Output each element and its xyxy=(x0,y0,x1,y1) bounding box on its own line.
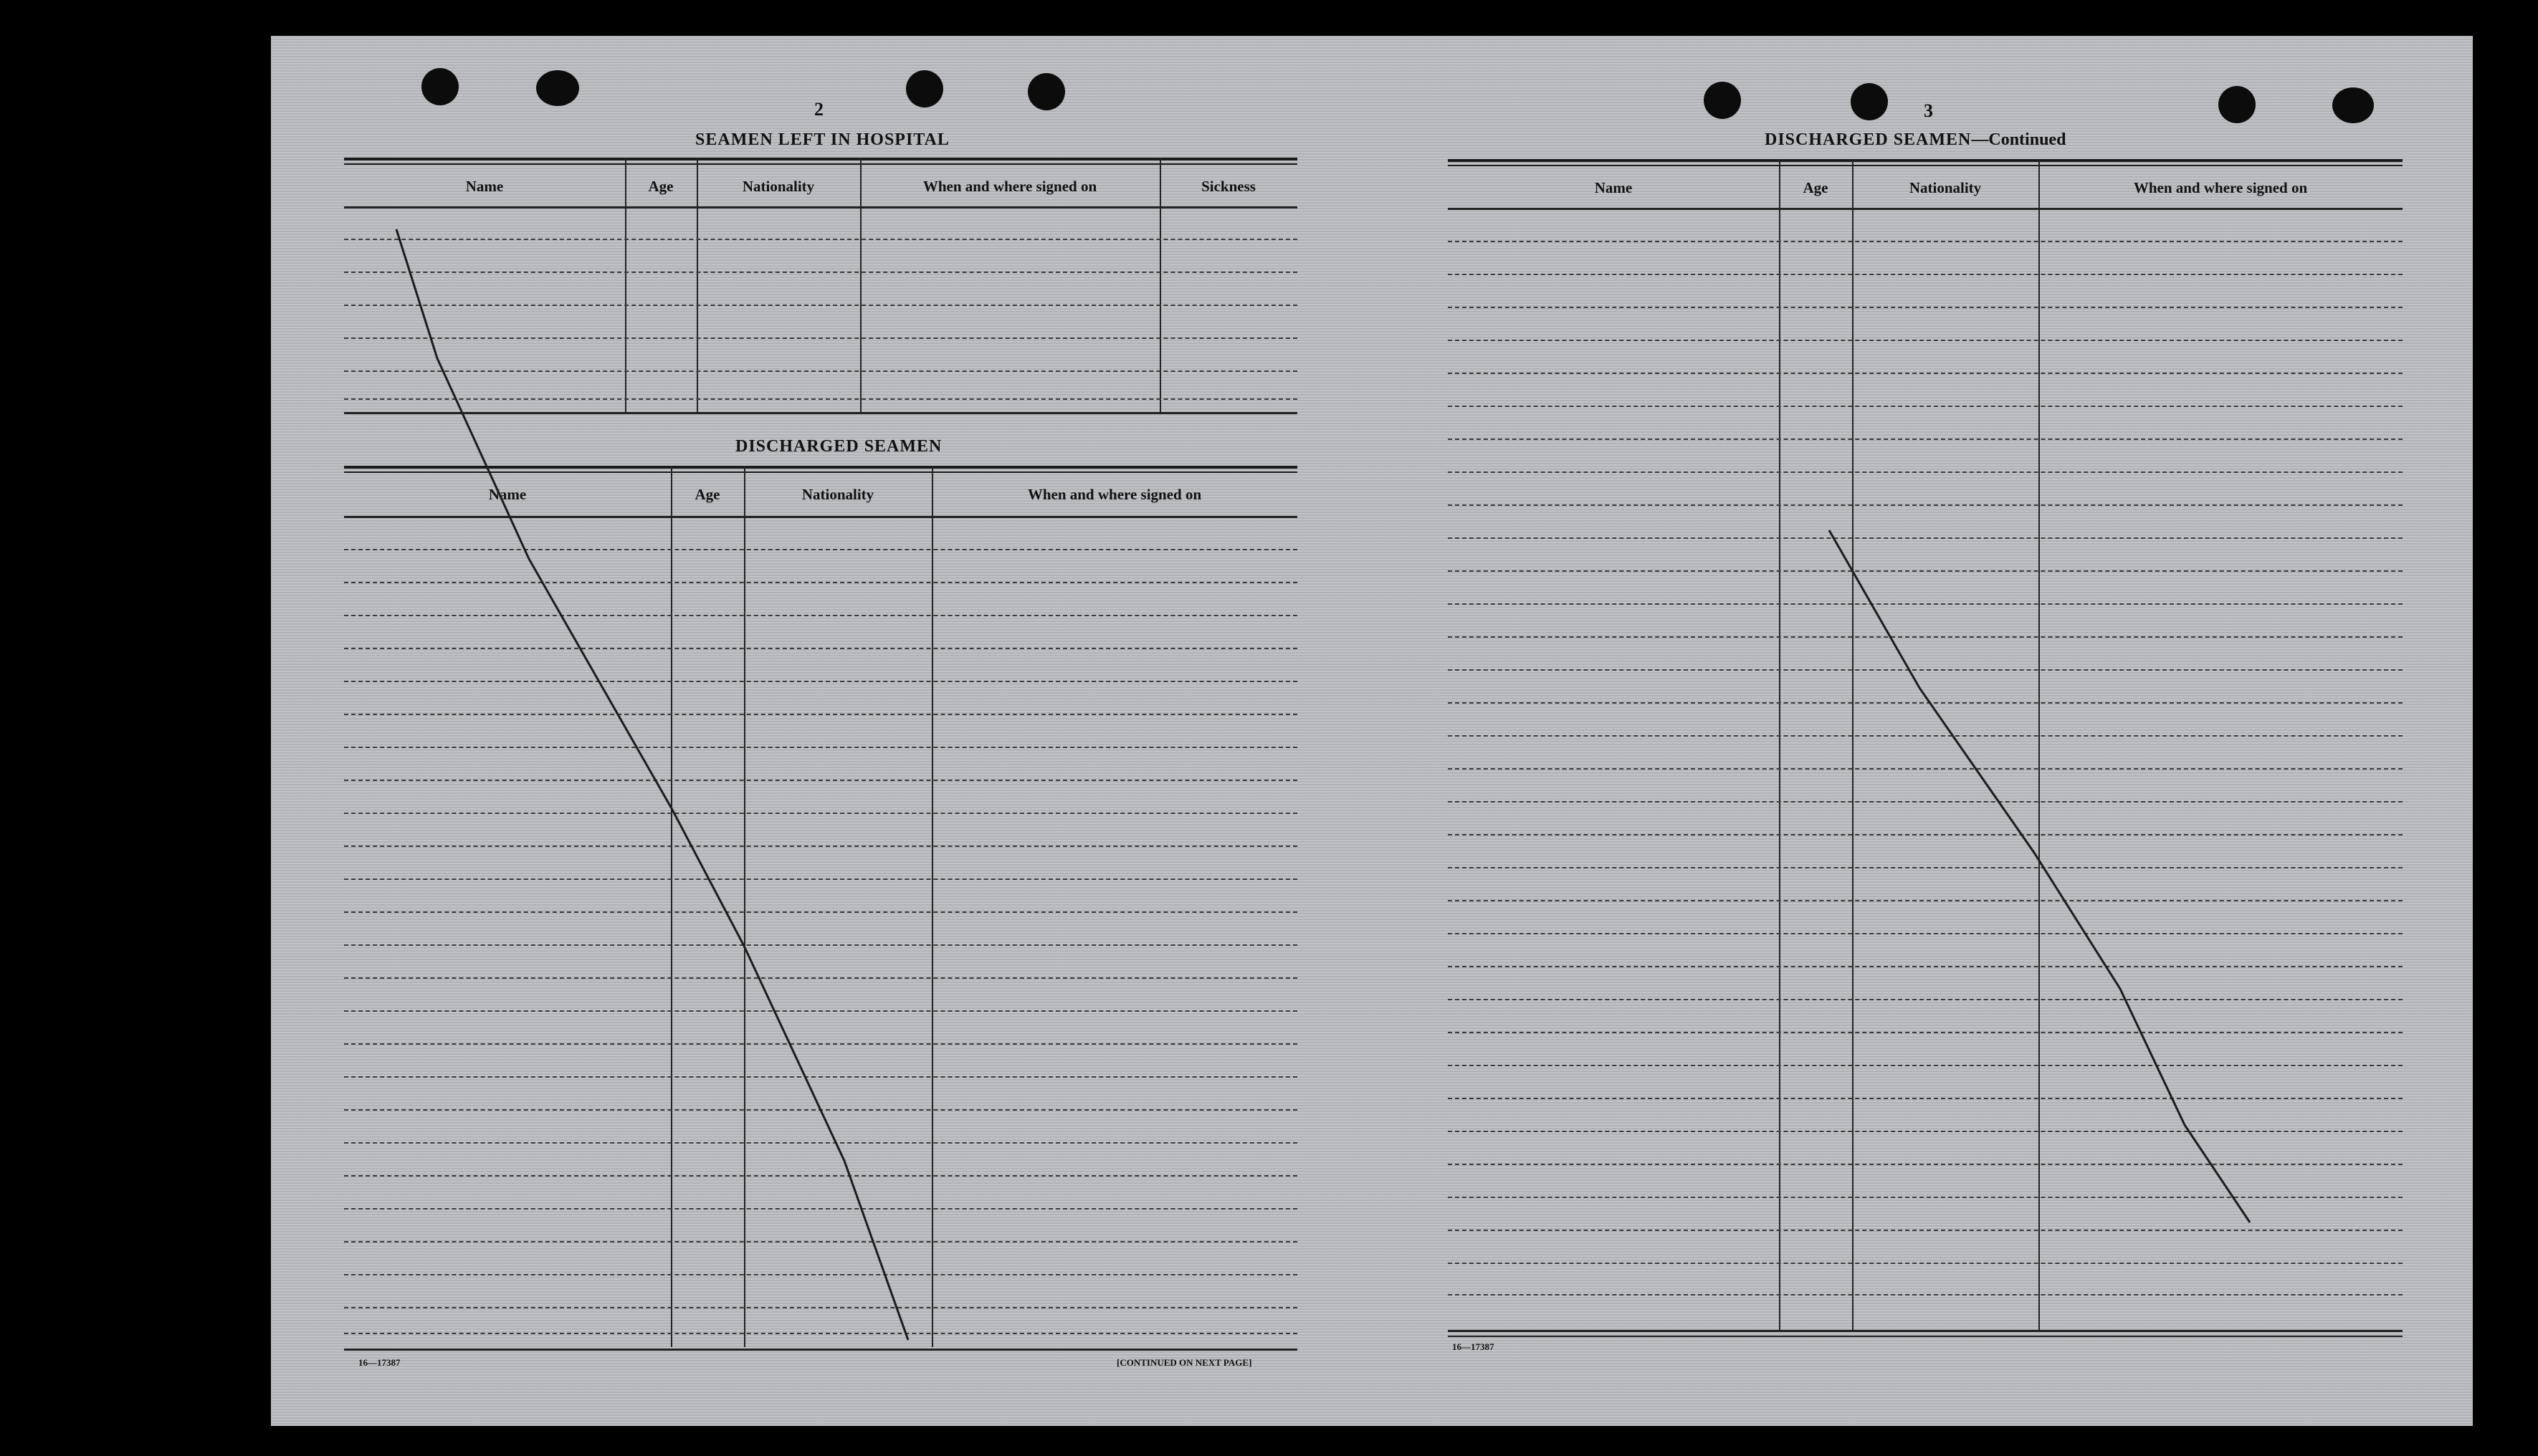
column-header-nationality: Nationality xyxy=(801,486,874,503)
column-header-nationality: Nationality xyxy=(1909,179,1982,196)
page-number: 2 xyxy=(814,99,824,120)
cancel-strokes xyxy=(271,36,2473,1426)
column-header-sickness: Sickness xyxy=(1201,178,1256,195)
form-number: 16—17387 xyxy=(358,1357,401,1368)
page-number: 3 xyxy=(1924,100,1933,121)
column-header-signed-on: When and where signed on xyxy=(1027,486,1202,503)
column-header-age: Age xyxy=(1803,179,1828,196)
column-header-age: Age xyxy=(648,178,674,195)
form-number: 16—17387 xyxy=(1452,1341,1494,1352)
section-title-main: DISCHARGED SEAMEN xyxy=(1765,130,1972,149)
column-header-name: Name xyxy=(1594,179,1633,196)
section-title-suffix: —Continued xyxy=(1971,130,2066,149)
column-header-age: Age xyxy=(695,486,720,503)
section-title-discharged: DISCHARGED SEAMEN xyxy=(735,437,943,456)
column-header-name: Name xyxy=(465,178,504,195)
continued-note: [CONTINUED ON NEXT PAGE] xyxy=(1117,1357,1252,1368)
column-header-nationality: Nationality xyxy=(742,178,815,195)
column-header-signed-on: When and where signed on xyxy=(2133,179,2308,196)
cancel-stroke-left xyxy=(396,229,908,1340)
column-header-signed-on: When and where signed on xyxy=(922,178,1097,195)
cancel-stroke-right xyxy=(1829,530,2250,1222)
section-title-hospital: SEAMEN LEFT IN HOSPITAL xyxy=(695,130,950,149)
document-sheet xyxy=(271,36,2473,1426)
column-header-name: Name xyxy=(488,486,527,503)
